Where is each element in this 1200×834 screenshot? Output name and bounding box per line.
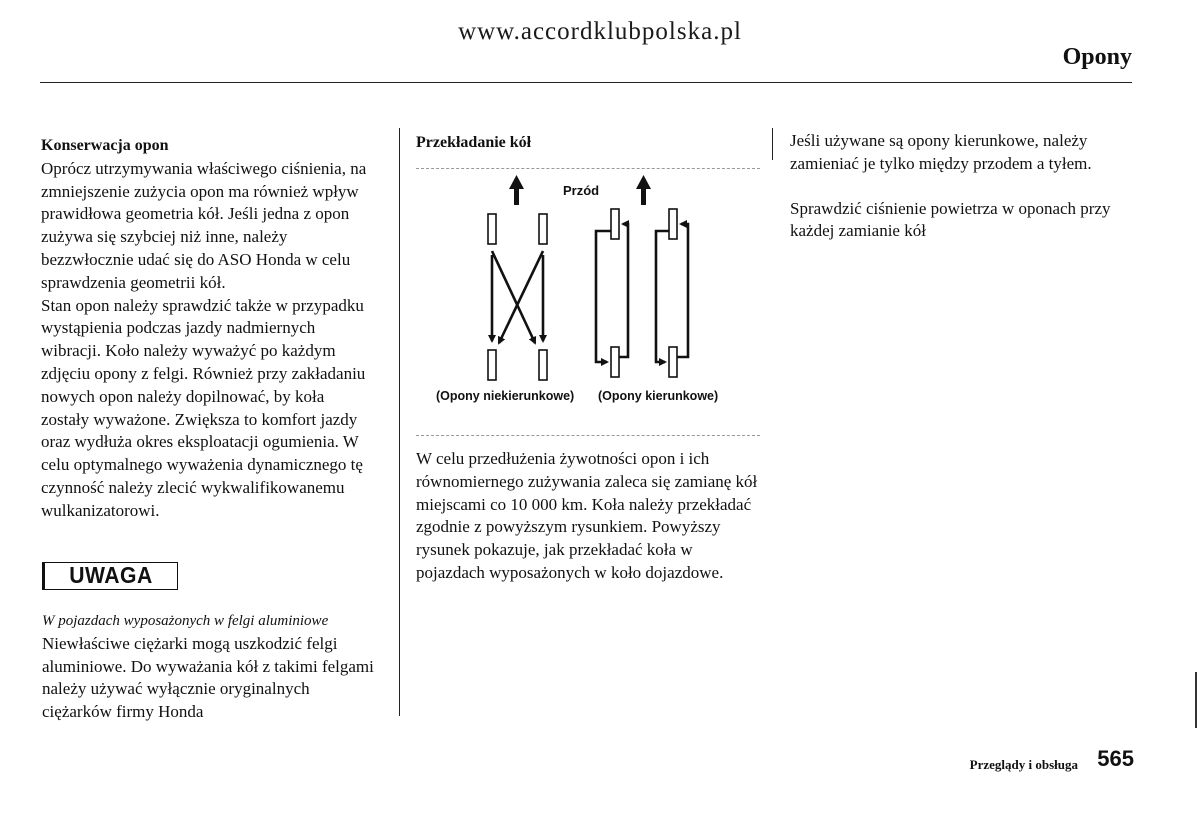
non-directional-arrows (492, 251, 543, 343)
page-edge-mark (1195, 672, 1197, 728)
front-arrow-icon-left (509, 175, 524, 205)
warning-subtitle: W pojazdach wyposażonych w felgi aluminiowe (42, 613, 329, 629)
caption-non-directional: (Opony niekierunkowe) (436, 389, 575, 403)
warning-text: Niewłaściwe ciężarki mogą uszkodzić felgi aluminiowe. Do wyważania kół z takimi felgami należy używać wyłącznie oryginalnych ciężarków firmy Honda (42, 633, 374, 722)
tire-maintenance-paragraph-1: Oprócz utrzymywania właściwego ciśnienia, na zmniejszenie zużycia opon ma również wpływ prawidłowa geometria kół. Jeśli jedna z opon zużywa się szybciej niż inne, należy bezzwłocznie udać się do ASO Honda w celu sprawdzenia geometrii kół. (41, 158, 367, 292)
warning-box (42, 562, 178, 590)
footer-section-label: Przeglądy i obsługa (969, 757, 1078, 772)
column-divider-2 (772, 128, 773, 160)
front-label: Przód (563, 183, 600, 198)
front-arrow-icon-right (636, 175, 651, 205)
directional-tires-section (790, 130, 1130, 243)
tire-maintenance-section (41, 135, 376, 523)
caption-directional: (Opony kierunkowe) (598, 389, 719, 403)
site-url: www.accordklubpolska.pl (458, 18, 742, 45)
warning-section (42, 610, 377, 724)
rotation-diagram-svg (416, 169, 760, 435)
tire-maintenance-heading: Konserwacja opon (41, 137, 169, 154)
warning-label: UWAGA (69, 562, 153, 588)
header-rule (40, 82, 1132, 83)
directional-tires-right (669, 209, 677, 377)
tire-rotation-text (416, 448, 761, 585)
tire-rotation-paragraph: W celu przedłużenia żywotności opon i ich równomiernego zużywania zaleca się zamianę kół miejscami co 10 000 km. Koła należy przekładać zgodnie z powyższym rysunkiem. Powyższy rysunek pokazuje, jak przekładać koła w pojazdach wyposażonych w koło dojazdowe. (416, 449, 758, 582)
tire-rotation-diagram (416, 168, 760, 436)
page-number: 565 (1097, 746, 1134, 771)
tire-maintenance-paragraph-2: Stan opon należy sprawdzić także w przypadku wystąpienia podczas jazdy nadmiernych wibracji. Koło należy wyważyć po każdym zdjęciu opony z felgi. Również przy zakładaniu nowych opon należy dopilnować, by koła zostały wyważone. Zwiększa to komfort jazdy oraz wydłuża okres eksploatacji ogumienia. W celu optymalnego wyważenia dynamicznego tę czynność należy zlecić wykwalifikowanemu wulkanizatorowi. (41, 295, 366, 520)
directional-arrows-left (596, 224, 628, 362)
tire-rotation-heading-wrap (416, 132, 766, 155)
non-directional-tires (488, 214, 547, 380)
pressure-check-paragraph: Sprawdzić ciśnienie powietrza w oponach przy każdej zamianie kół (790, 198, 1111, 241)
tire-rotation-heading: Przekładanie kół (416, 134, 532, 151)
directional-arrows-right (656, 224, 688, 362)
directional-tires-left (611, 209, 619, 377)
column-divider-1 (399, 128, 400, 716)
directional-tires-paragraph: Jeśli używane są opony kierunkowe, należy zamieniać je tylko między przodem a tyłem. (790, 131, 1092, 173)
section-title: Opony (1062, 44, 1132, 70)
